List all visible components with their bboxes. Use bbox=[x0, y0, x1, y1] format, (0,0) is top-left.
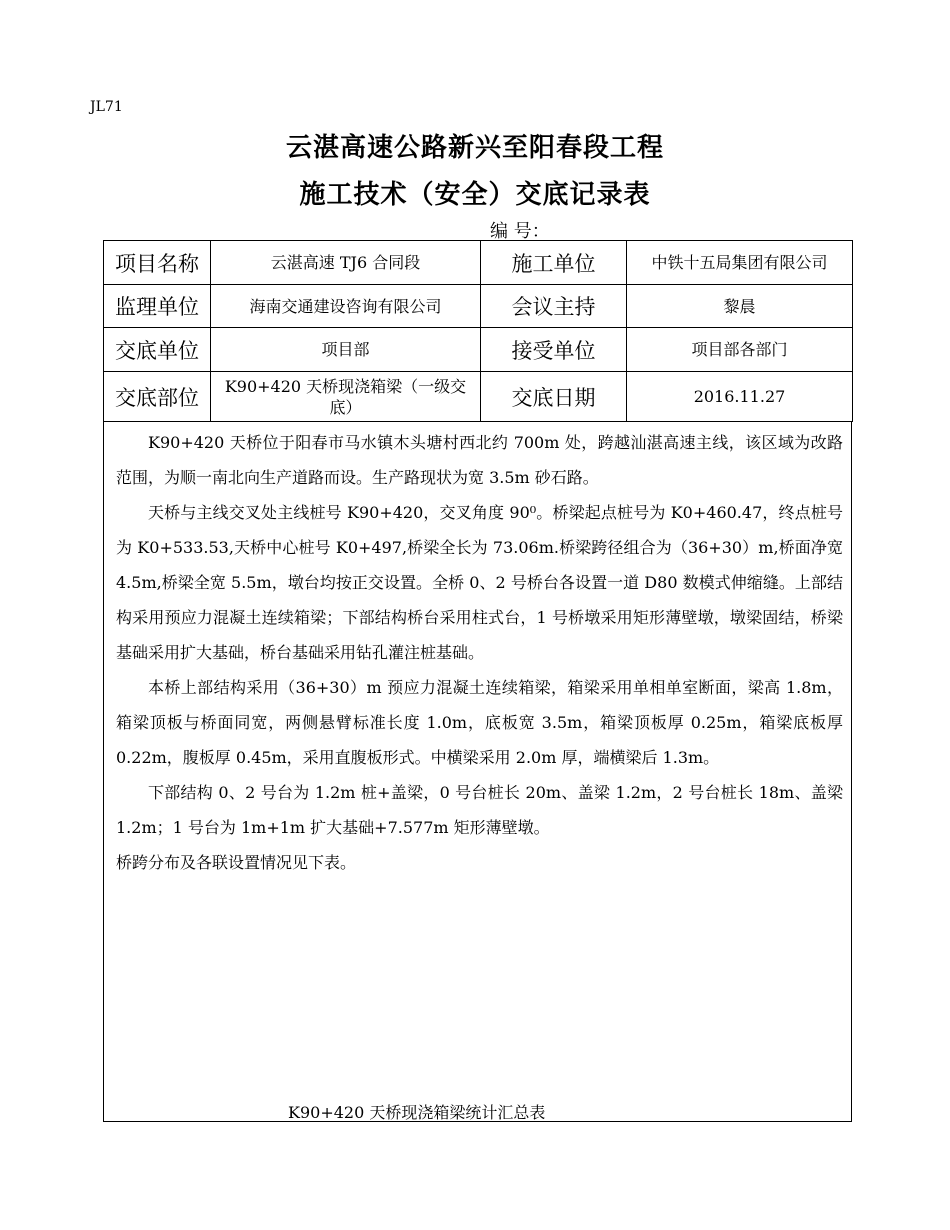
summary-table-caption: K90+420 天桥现浇箱梁统计汇总表 bbox=[288, 1103, 546, 1122]
serial-number-label: 编 号： bbox=[490, 221, 550, 242]
project-name-value: 云湛高速 TJ6 合同段 bbox=[211, 241, 481, 285]
form-code: JL71 bbox=[90, 99, 123, 115]
briefing-location-label: 交底部位 bbox=[104, 372, 211, 422]
supervision-unit-label: 监理单位 bbox=[104, 285, 211, 328]
info-table bbox=[103, 240, 853, 422]
table-row bbox=[104, 372, 853, 422]
supervision-unit-value: 海南交通建设咨询有限公司 bbox=[211, 285, 481, 328]
receiving-unit-value: 项目部各部门 bbox=[627, 328, 853, 372]
receiving-unit-label: 接受单位 bbox=[481, 328, 627, 372]
content-paragraph: K90+420 天桥位于阳春市马水镇木头塘村西北约 700m 处，跨越汕湛高速主线，该区域为改路范围，为顺一南北向生产道路而设。生产路现状为宽 3.5m 砂石路。 bbox=[116, 433, 843, 487]
briefing-unit-label: 交底单位 bbox=[104, 328, 211, 372]
briefing-location-value: K90+420 天桥现浇箱梁（一级交底） bbox=[211, 372, 481, 422]
construction-unit-label: 施工单位 bbox=[481, 241, 627, 285]
table-row bbox=[104, 241, 853, 285]
briefing-date-label: 交底日期 bbox=[481, 372, 627, 422]
content-paragraph: 本桥上部结构采用（36+30）m 预应力混凝土连续箱梁，箱梁采用单相单室断面，梁高 1.8m，箱梁顶板与桥面同宽，两侧悬臂标准长度 1.0m，底板宽 3.5m，箱梁顶板厚 0.25m，箱梁底板厚 0.22m，腹板厚 0.45m，采用直腹板形式。中横梁采用 2.0m 厚，端横梁后 1.3m。 bbox=[116, 678, 843, 767]
document-subtitle: 施工技术（安全）交底记录表 bbox=[299, 180, 651, 210]
meeting-host-label: 会议主持 bbox=[481, 285, 627, 328]
briefing-content bbox=[103, 421, 852, 1122]
content-note: 桥跨分布及各联设置情况见下表。 bbox=[116, 853, 357, 872]
briefing-date-value: 2016.11.27 bbox=[627, 372, 853, 422]
project-name-label: 项目名称 bbox=[104, 241, 211, 285]
content-paragraph: 下部结构 0、2 号台为 1.2m 桩+盖梁，0 号台桩长 20m、盖梁 1.2m，2 号台桩长 18m、盖梁 1.2m；1 号台为 1m+1m 扩大基础+7.577m 矩形薄壁墩。 bbox=[116, 783, 843, 837]
document-title: 云湛高速公路新兴至阳春段工程 bbox=[285, 133, 664, 163]
table-row bbox=[104, 328, 853, 372]
meeting-host-value: 黎晨 bbox=[627, 285, 853, 328]
briefing-unit-value: 项目部 bbox=[211, 328, 481, 372]
construction-unit-value: 中铁十五局集团有限公司 bbox=[627, 241, 853, 285]
content-paragraph: 天桥与主线交叉处主线桩号 K90+420，交叉角度 90⁰。桥梁起点桩号为 K0+460.47，终点桩号为 K0+533.53,天桥中心桩号 K0+497,桥梁全长为 73.06m.桥梁跨径组合为（36+30）m,桥面净宽 4.5m,桥梁全宽 5.5m，墩台均按正交设置。全桥 0、2 号桥台各设置一道 D80 数模式伸缩缝。上部结构采用预应力混凝土连续箱梁；下部结构桥台采用柱式台，1 号桥墩采用矩形薄壁墩，墩梁固结，桥梁基础采用扩大基础，桥台基础采用钻孔灌注桩基础。 bbox=[116, 503, 843, 662]
table-row bbox=[104, 285, 853, 328]
